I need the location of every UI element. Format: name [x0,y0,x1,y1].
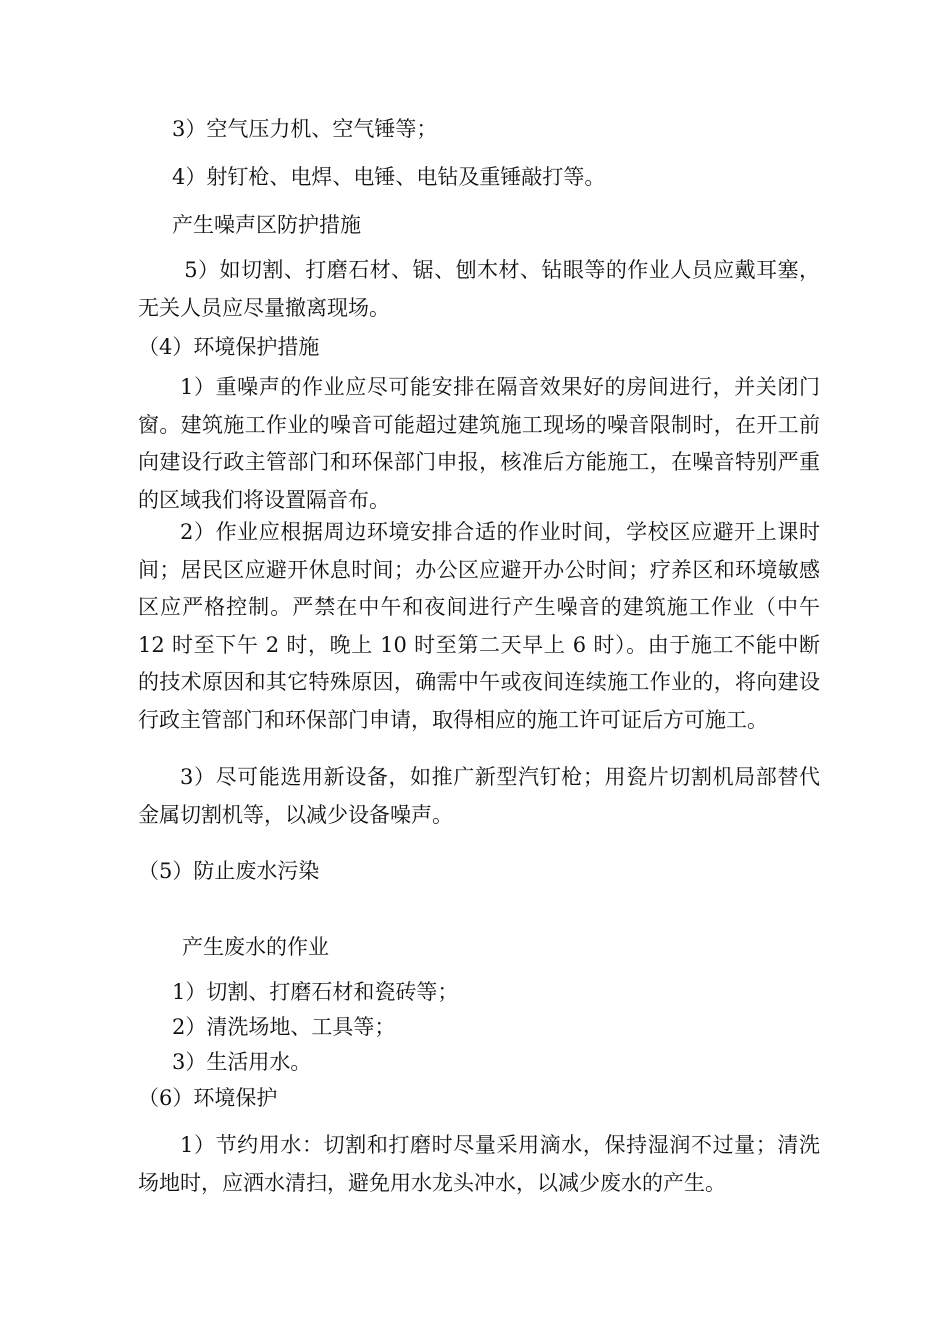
section-heading-4: （4）环境保护措施 [138,335,320,359]
section-heading-6: （6）环境保护 [138,1086,278,1110]
list-item-nail-gun: 4）射钉枪、电焊、电锤、电钻及重锤敲打等。 [172,165,606,189]
paragraph-work-hours: 2）作业应根据周边环境安排合适的作业时间，学校区应避开上课时间；居民区应避开休息时间；办公区应避开办公时间；疗养区和环境敏感区应严格控制。严禁在中午和夜间进行产生噪音的建筑施工作业（中午 12 时至下午 2 时，晚上 10 时至第二天早上 6 时）。由于施工不能中断的技术原因和其它特殊原因，确需中午或夜间连续施工作业的，将向建设行政主管部门和环保部门申请，取得相应的施工许可证后方可施工。 [138,520,820,732]
paragraph-save-water: 1）节约用水：切割和打磨时尽量采用滴水，保持湿润不过量；清洗场地时，应洒水清扫，避免用水龙头冲水，以减少废水的产生。 [138,1133,820,1195]
list-item-cleaning: 2）清洗场地、工具等； [172,1015,396,1039]
list-item-air-compressor: 3）空气压力机、空气锤等； [172,117,438,141]
paragraph-noise-rooms: 1）重噪声的作业应尽可能安排在隔音效果好的房间进行，并关闭门窗。建筑施工作业的噪音可能超过建筑施工现场的噪音限制时，在开工前向建设行政主管部门和环保部门申报，核准后方能施工，在噪音特别严重的区域我们将设置隔音布。 [138,375,820,512]
list-item-cutting: 1）切割、打磨石材和瓷砖等； [172,980,459,1004]
subheading-wastewater: 产生废水的作业 [182,935,329,959]
paragraph-new-equipment: 3）尽可能选用新设备，如推广新型汽钉枪；用瓷片切割机局部替代金属切割机等，以减少设备噪声。 [138,765,820,827]
section-heading-5: （5）防止废水污染 [138,859,320,883]
list-item-domestic-water: 3）生活用水。 [172,1050,312,1074]
subheading-noise-protection: 产生噪声区防护措施 [172,213,361,237]
paragraph-ear-plugs: 5）如切割、打磨石材、锯、刨木材、钻眼等的作业人员应戴耳塞，无关人员应尽量撤离现场。 [138,258,820,320]
